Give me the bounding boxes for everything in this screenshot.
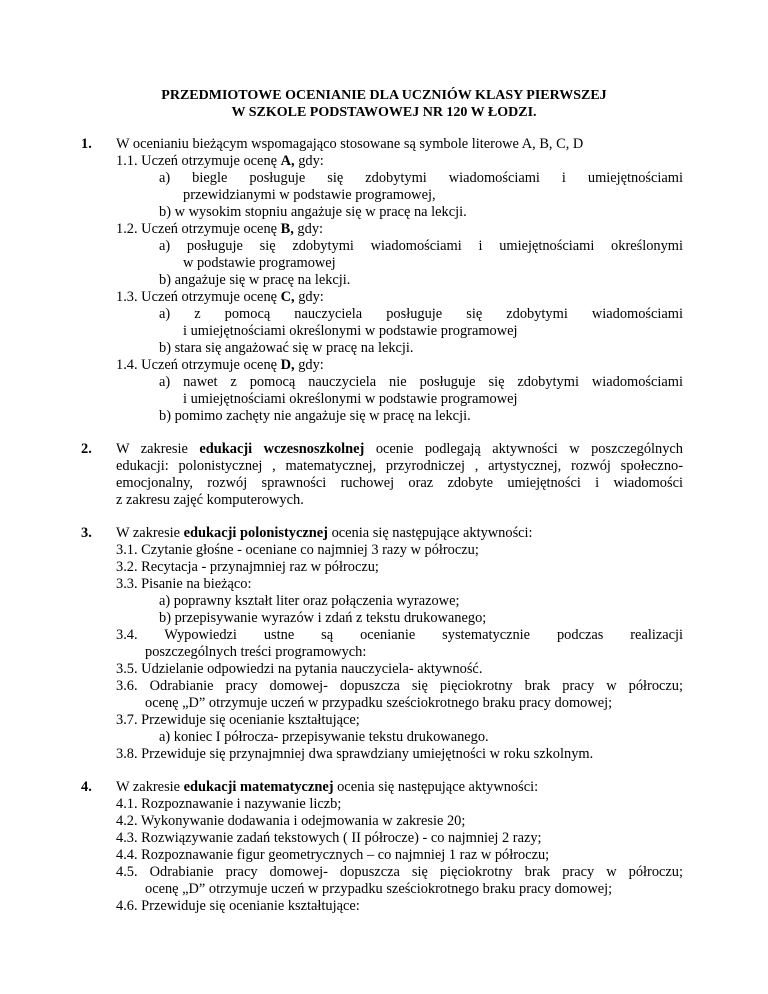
list-item: a) poprawny kształt liter oraz połączenia wyrazowe; xyxy=(159,593,460,609)
section-intro: W zakresie edukacji matematycznej ocenia się następujące aktywności: xyxy=(116,779,539,795)
list-item: ocenę „D” otrzymuje uczeń w przypadku sześciokrotnego braku pracy domowej; xyxy=(145,881,613,897)
list-item: i umiejętnościami określonymi w podstawie programowej xyxy=(183,323,518,339)
list-item: 3.2. Recytacja - przynajmniej raz w półroczu; xyxy=(116,559,379,575)
list-item: 3.5. Udzielanie odpowiedzi na pytania nauczyciela- aktywność. xyxy=(116,661,483,677)
paragraph-line: edukacji: polonistycznej , matematycznej, przyrodniczej , artystycznej, rozwój społeczno- xyxy=(116,458,683,474)
list-item: ocenę „D” otrzymuje uczeń w przypadku sześciokrotnego braku pracy domowej; xyxy=(145,695,613,711)
list-item: 3.7. Przewiduje się ocenianie kształtujące; xyxy=(116,712,360,728)
paragraph-line: W zakresie edukacji wczesnoszkolnej ocenie podlegają aktywności w poszczególnych xyxy=(116,441,684,457)
grade-heading: 1.1. Uczeń otrzymuje ocenę A, gdy: xyxy=(116,153,324,169)
grade-heading: 1.2. Uczeń otrzymuje ocenę B, gdy: xyxy=(116,221,324,237)
list-item: 4.4. Rozpoznawanie figur geometrycznych – co najmniej 1 raz w półroczu; xyxy=(116,847,550,863)
page-title: PRZEDMIOTOWE OCENIANIE DLA UCZNIÓW KLASY PIERWSZEJ xyxy=(161,88,607,103)
section-number: 1. xyxy=(81,136,92,152)
list-item: 4.5. Odrabianie pracy domowej- dopuszcza się pięciokrotny brak pracy w półroczu; xyxy=(116,864,683,880)
list-item: przewidzianymi w podstawie programowej, xyxy=(183,187,436,203)
list-item: b) przepisywanie wyrazów i zdań z tekstu drukowanego; xyxy=(159,610,487,626)
list-item: b) stara się angażować się w pracę na lekcji. xyxy=(159,340,414,356)
list-item: w podstawie programowej xyxy=(183,255,336,271)
grade-heading: 1.3. Uczeń otrzymuje ocenę C, gdy: xyxy=(116,289,324,305)
list-item: a) koniec I półrocza- przepisywanie tekstu drukowanego. xyxy=(159,729,489,745)
list-item: 4.2. Wykonywanie dodawania i odejmowania w zakresie 20; xyxy=(116,813,466,829)
list-item: a) nawet z pomocą nauczyciela nie posługuje się zdobytymi wiadomościami xyxy=(159,374,683,390)
page-subtitle: W SZKOLE PODSTAWOWEJ NR 120 W ŁODZI. xyxy=(231,105,537,120)
grade-heading: 1.4. Uczeń otrzymuje ocenę D, gdy: xyxy=(116,357,324,373)
list-item: 3.1. Czytanie głośne - oceniane co najmniej 3 razy w półroczu; xyxy=(116,542,479,558)
list-item: 4.1. Rozpoznawanie i nazywanie liczb; xyxy=(116,796,342,812)
paragraph-line: emocjonalny, rozwój sprawności ruchowej oraz zdobyte umiejętności i wiadomości xyxy=(116,475,683,491)
list-item: 3.3. Pisanie na bieżąco: xyxy=(116,576,252,592)
section-intro: W zakresie edukacji polonistycznej ocenia się następujące aktywności: xyxy=(116,525,533,541)
paragraph-line: z zakresu zajęć komputerowych. xyxy=(116,492,304,508)
list-item: a) posługuje się zdobytymi wiadomościami i umiejętnościami określonymi xyxy=(159,238,683,254)
list-item: 4.6. Przewiduje się ocenianie kształtujące: xyxy=(116,898,360,914)
list-item: 3.6. Odrabianie pracy domowej- dopuszcza się pięciokrotny brak pracy w półroczu; xyxy=(116,678,683,694)
list-item: 3.4. Wypowiedzi ustne są ocenianie systematycznie podczas realizacji xyxy=(116,627,683,643)
section-intro: W ocenianiu bieżącym wspomagająco stosowane są symbole literowe A, B, C, D xyxy=(116,136,584,152)
list-item: i umiejętnościami określonymi w podstawie programowej xyxy=(183,391,518,407)
section-number: 3. xyxy=(81,525,92,541)
list-item: b) angażuje się w pracę na lekcji. xyxy=(159,272,351,288)
list-item: 4.3. Rozwiązywanie zadań tekstowych ( II półrocze) - co najmniej 2 razy; xyxy=(116,830,542,846)
section-number: 2. xyxy=(81,441,92,457)
list-item: a) z pomocą nauczyciela posługuje się zdobytymi wiadomościami xyxy=(159,306,683,322)
section-number: 4. xyxy=(81,779,92,795)
list-item: poszczególnych treści programowych: xyxy=(145,644,367,660)
list-item: b) w wysokim stopniu angażuje się w pracę na lekcji. xyxy=(159,204,467,220)
list-item: a) biegle posługuje się zdobytymi wiadomościami i umiejętnościami xyxy=(159,170,683,186)
list-item: 3.8. Przewiduje się przynajmniej dwa sprawdziany umiejętności w roku szkolnym. xyxy=(116,746,594,762)
list-item: b) pomimo zachęty nie angażuje się w pracę na lekcji. xyxy=(159,408,471,424)
